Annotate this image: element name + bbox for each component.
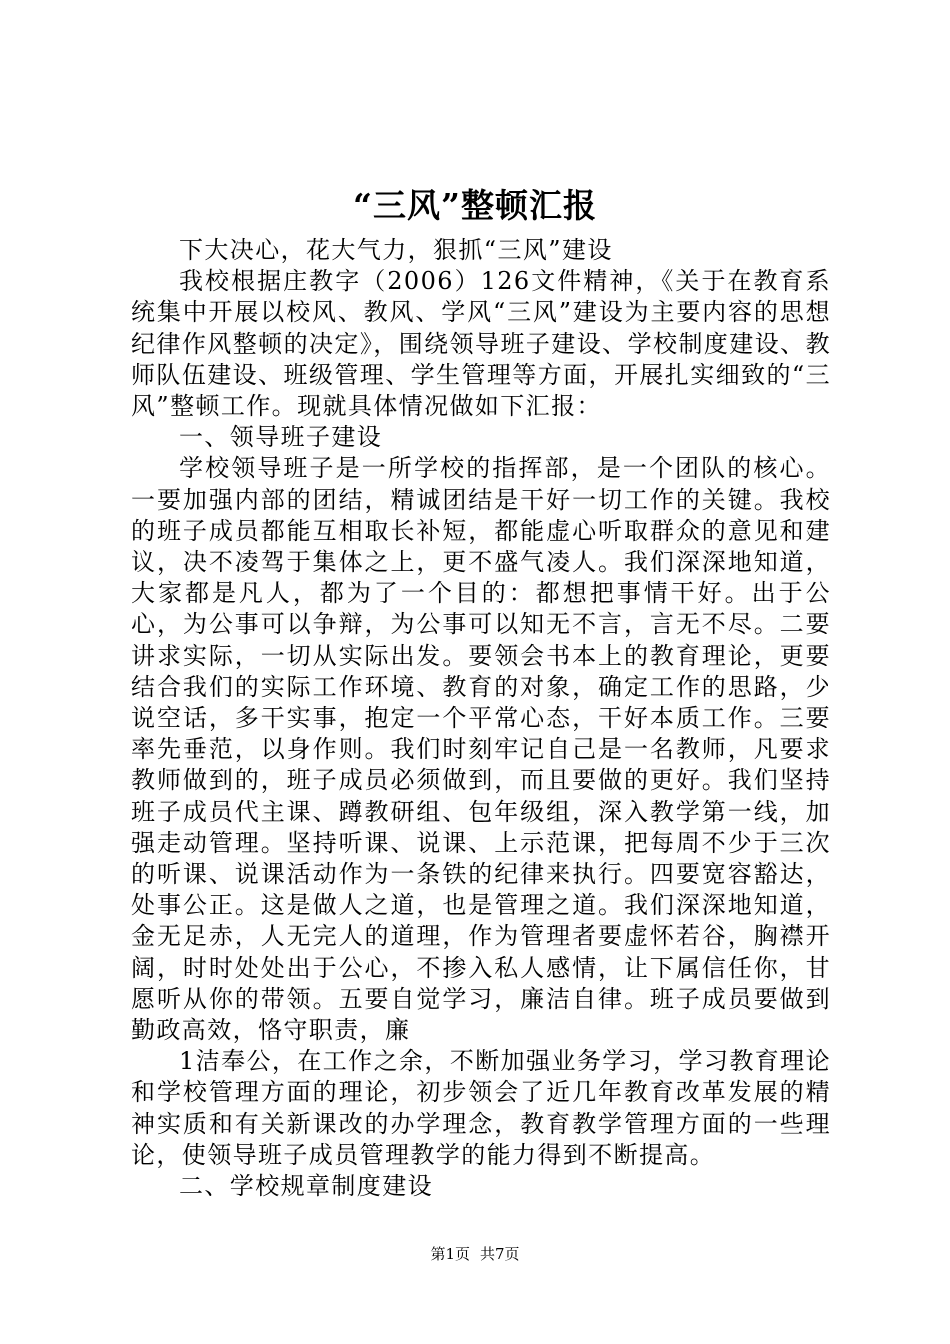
leadership-paragraph: 学校领导班子是一所学校的指挥部，是一个团队的核心。一要加强内部的团结，精诚团结是干好一切工作的关键。我校的班子成员都能互相取长补短，都能虚心听取群众的意见和建议，决不凌驾于集体之上，更不盛气凌人。我们深深地知道，大家都是凡人，都为了一个目的：都想把事情干好。出于公心，为公事可以争辩，为公事可以知无不言，言无不尽。二要讲求实际，一切从实际出发。要领会书本上的教育理论，更要结合我们的实际工作环境、教育的对象，确定工作的思路，少说空话，多干实事，抱定一个平常心态，干好本质工作。三要率先垂范，以身作则。我们时刻牢记自己是一名教师，凡要求教师做到的，班子成员必须做到，而且要做的更好。我们坚持班子成员代主课、蹲教研组、包年级组，深入教学第一线，加强走动管理。坚持听课、说课、上示范课，把每周不少于三次的听课、说课活动作为一条铁的纪律来执行。四要宽容豁达，处事公正。这是做人之道，也是管理之道。我们深深地知道，金无足赤，人无完人的道理，作为管理者要虚怀若谷，胸襟开阔，时时处处出于公心，不掺入私人感情，让下属信任你，甘愿听从你的带领。五要自觉学习，廉洁自律。班子成员要做到勤政高效，恪守职责，廉 [131,454,831,1045]
page-footer [0,1243,950,1265]
page-total: 共7页 [480,1245,520,1263]
section-heading-leadership: 一、领导班子建设 [179,423,383,452]
section-heading-rules: 二、学校规章制度建设 [179,1172,433,1201]
study-paragraph: 1洁奉公，在工作之余，不断加强业务学习，学习教育理论和学校管理方面的理论，初步领会了近几年教育改革发展的精神实质和有关新课改的办学理念，教育教学管理方面的一些理论，使领导班子成员管理教学的能力得到不断提高。 [131,1047,831,1169]
intro-paragraph: 我校根据庄教字（2006）126文件精神，《关于在教育系统集中开展以校风、教风、学风“三风”建设为主要内容的思想纪律作风整顿的决定》，围绕领导班子建设、学校制度建设、教师队伍建设、班级管理、学生管理等方面，开展扎实细致的“三风”整顿工作。现就具体情况做如下汇报： [131,267,831,421]
document-body [131,235,831,1202]
subtitle-paragraph: 下大决心，花大气力，狠抓“三风”建设 [179,236,613,264]
page-number: 第1页 [430,1245,470,1263]
document-title: “三风”整顿汇报 [353,186,597,225]
